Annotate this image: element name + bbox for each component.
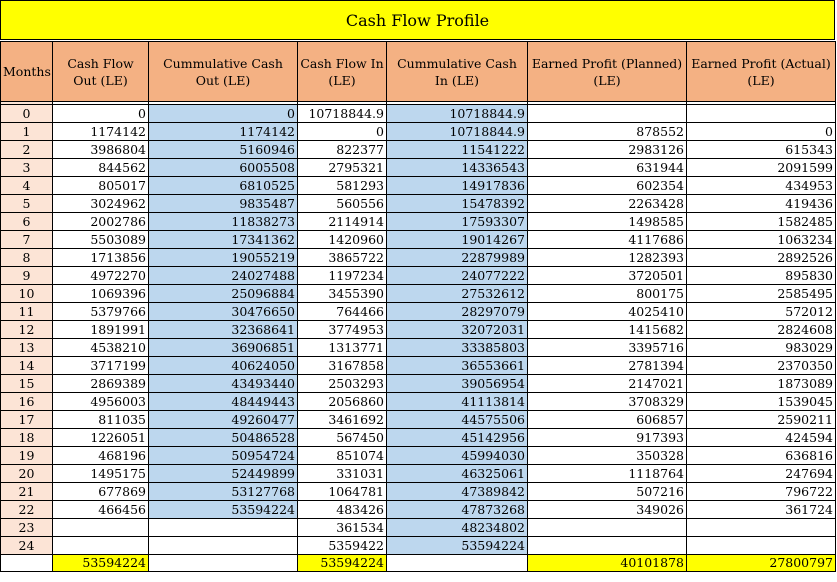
cell-cumulative-cash-in: 17593307 <box>387 213 528 231</box>
cell-cash-flow-in: 5359422 <box>298 537 387 555</box>
total-cash-flow-out: 53594224 <box>53 555 149 572</box>
cell-month: 2 <box>1 141 53 159</box>
sheet-title: Cash Flow Profile <box>0 0 835 40</box>
cell-cash-flow-out: 4972270 <box>53 267 149 285</box>
table-row <box>1 519 836 537</box>
cell-cash-flow-in: 2795321 <box>298 159 387 177</box>
header-cash-flow-in: Cash Flow In (LE) <box>298 42 387 102</box>
table-row <box>1 501 836 519</box>
cell-cumulative-cash-in: 32072031 <box>387 321 528 339</box>
cell-earned-profit-planned: 3395716 <box>528 339 687 357</box>
cell-earned-profit-actual: 1539045 <box>687 393 836 411</box>
cell-earned-profit-actual: 419436 <box>687 195 836 213</box>
cell-cash-flow-in: 3455390 <box>298 285 387 303</box>
cell-cash-flow-out: 811035 <box>53 411 149 429</box>
cell-month: 23 <box>1 519 53 537</box>
cell-cumulative-cash-in: 47389842 <box>387 483 528 501</box>
cell-earned-profit-planned: 800175 <box>528 285 687 303</box>
table-row <box>1 267 836 285</box>
table-row <box>1 537 836 555</box>
cell-cash-flow-out: 677869 <box>53 483 149 501</box>
cell-cash-flow-in: 581293 <box>298 177 387 195</box>
cell-cash-flow-in: 560556 <box>298 195 387 213</box>
cell-cash-flow-out: 468196 <box>53 447 149 465</box>
header-row <box>1 42 836 102</box>
cell-earned-profit-actual: 2091599 <box>687 159 836 177</box>
cell-earned-profit-actual: 424594 <box>687 429 836 447</box>
cell-month: 15 <box>1 375 53 393</box>
cell-earned-profit-actual: 1582485 <box>687 213 836 231</box>
cell-earned-profit-planned <box>528 537 687 555</box>
cell-cumulative-cash-in: 44575506 <box>387 411 528 429</box>
cell-cash-flow-in: 1313771 <box>298 339 387 357</box>
cell-cash-flow-in: 331031 <box>298 465 387 483</box>
cell-month: 17 <box>1 411 53 429</box>
cell-earned-profit-actual: 895830 <box>687 267 836 285</box>
cell-cash-flow-out: 1069396 <box>53 285 149 303</box>
cell-earned-profit-actual: 2892526 <box>687 249 836 267</box>
cell-month: 12 <box>1 321 53 339</box>
cell-earned-profit-actual: 2370350 <box>687 357 836 375</box>
cell-cumulative-cash-out: 24027488 <box>149 267 298 285</box>
table-row <box>1 321 836 339</box>
total-earned-profit-planned: 40101878 <box>528 555 687 572</box>
cell-cumulative-cash-in: 11541222 <box>387 141 528 159</box>
total-empty-cumulative-out <box>149 555 298 572</box>
cell-cash-flow-in: 822377 <box>298 141 387 159</box>
cell-cumulative-cash-out: 0 <box>149 105 298 123</box>
cell-earned-profit-actual: 615343 <box>687 141 836 159</box>
cell-cumulative-cash-out: 9835487 <box>149 195 298 213</box>
header-months: Months <box>1 42 53 102</box>
cell-cash-flow-in: 10718844.9 <box>298 105 387 123</box>
cell-month: 13 <box>1 339 53 357</box>
cell-earned-profit-planned: 350328 <box>528 447 687 465</box>
cell-earned-profit-planned: 878552 <box>528 123 687 141</box>
cell-cumulative-cash-in: 14917836 <box>387 177 528 195</box>
cell-cumulative-cash-out: 6810525 <box>149 177 298 195</box>
cell-cash-flow-out: 1226051 <box>53 429 149 447</box>
cell-month: 4 <box>1 177 53 195</box>
cell-cumulative-cash-out: 53127768 <box>149 483 298 501</box>
cell-cumulative-cash-out: 50954724 <box>149 447 298 465</box>
cash-flow-table <box>0 41 836 572</box>
cell-cumulative-cash-out: 40624050 <box>149 357 298 375</box>
cell-cash-flow-out: 2869389 <box>53 375 149 393</box>
cell-earned-profit-planned: 507216 <box>528 483 687 501</box>
cell-cumulative-cash-in: 22879989 <box>387 249 528 267</box>
cell-cumulative-cash-out: 52449899 <box>149 465 298 483</box>
header-cash-flow-out: Cash Flow Out (LE) <box>53 42 149 102</box>
cell-earned-profit-planned: 606857 <box>528 411 687 429</box>
cell-earned-profit-planned: 602354 <box>528 177 687 195</box>
total-earned-profit-actual: 27800797 <box>687 555 836 572</box>
cell-cash-flow-out: 466456 <box>53 501 149 519</box>
cell-month: 14 <box>1 357 53 375</box>
cell-month: 5 <box>1 195 53 213</box>
cell-earned-profit-planned: 1415682 <box>528 321 687 339</box>
cell-month: 19 <box>1 447 53 465</box>
cell-cumulative-cash-out <box>149 519 298 537</box>
cell-month: 21 <box>1 483 53 501</box>
table-row <box>1 105 836 123</box>
table-row <box>1 177 836 195</box>
cell-cumulative-cash-out: 32368641 <box>149 321 298 339</box>
cell-cash-flow-out: 1891991 <box>53 321 149 339</box>
cell-earned-profit-planned: 1118764 <box>528 465 687 483</box>
cell-cumulative-cash-in: 28297079 <box>387 303 528 321</box>
cell-earned-profit-actual: 2824608 <box>687 321 836 339</box>
cell-cash-flow-in: 3774953 <box>298 321 387 339</box>
cell-month: 9 <box>1 267 53 285</box>
cell-cumulative-cash-out <box>149 537 298 555</box>
cell-cumulative-cash-out: 50486528 <box>149 429 298 447</box>
cell-earned-profit-planned: 1498585 <box>528 213 687 231</box>
cell-earned-profit-planned: 4117686 <box>528 231 687 249</box>
cell-cash-flow-out: 3024962 <box>53 195 149 213</box>
cell-earned-profit-actual: 1873089 <box>687 375 836 393</box>
cell-cumulative-cash-out: 1174142 <box>149 123 298 141</box>
cell-cash-flow-out: 2002786 <box>53 213 149 231</box>
cell-cash-flow-out: 4956003 <box>53 393 149 411</box>
cell-cash-flow-in: 764466 <box>298 303 387 321</box>
table-row <box>1 375 836 393</box>
cell-month: 18 <box>1 429 53 447</box>
cell-cash-flow-in: 1420960 <box>298 231 387 249</box>
cell-cumulative-cash-in: 10718844.9 <box>387 123 528 141</box>
cell-month: 20 <box>1 465 53 483</box>
cell-cash-flow-out: 3717199 <box>53 357 149 375</box>
cell-month: 22 <box>1 501 53 519</box>
table-row <box>1 285 836 303</box>
cell-cash-flow-out: 3986804 <box>53 141 149 159</box>
cell-earned-profit-planned: 2147021 <box>528 375 687 393</box>
cell-earned-profit-planned <box>528 519 687 537</box>
cell-cumulative-cash-in: 24077222 <box>387 267 528 285</box>
cell-cumulative-cash-in: 45994030 <box>387 447 528 465</box>
cell-month: 10 <box>1 285 53 303</box>
cell-earned-profit-actual: 247694 <box>687 465 836 483</box>
cell-cumulative-cash-out: 19055219 <box>149 249 298 267</box>
cell-month: 1 <box>1 123 53 141</box>
cell-cumulative-cash-in: 33385803 <box>387 339 528 357</box>
cell-cumulative-cash-out: 11838273 <box>149 213 298 231</box>
cell-earned-profit-actual: 983029 <box>687 339 836 357</box>
cell-cumulative-cash-out: 30476650 <box>149 303 298 321</box>
cell-earned-profit-planned: 917393 <box>528 429 687 447</box>
cell-earned-profit-planned: 2263428 <box>528 195 687 213</box>
cell-earned-profit-actual: 1063234 <box>687 231 836 249</box>
cell-earned-profit-planned <box>528 105 687 123</box>
cell-cash-flow-out: 1713856 <box>53 249 149 267</box>
cell-cash-flow-out <box>53 519 149 537</box>
cell-cash-flow-out: 5379766 <box>53 303 149 321</box>
cell-earned-profit-actual: 636816 <box>687 447 836 465</box>
cell-cash-flow-in: 3865722 <box>298 249 387 267</box>
cell-earned-profit-actual: 796722 <box>687 483 836 501</box>
cell-cumulative-cash-out: 49260477 <box>149 411 298 429</box>
cell-cash-flow-out: 4538210 <box>53 339 149 357</box>
cell-month: 11 <box>1 303 53 321</box>
cell-cash-flow-in: 361534 <box>298 519 387 537</box>
cell-earned-profit-planned: 631944 <box>528 159 687 177</box>
table-row <box>1 465 836 483</box>
table-row <box>1 213 836 231</box>
cell-cumulative-cash-out: 53594224 <box>149 501 298 519</box>
table-row <box>1 339 836 357</box>
cell-earned-profit-actual <box>687 519 836 537</box>
table-row <box>1 483 836 501</box>
cell-month: 0 <box>1 105 53 123</box>
cell-earned-profit-planned: 3708329 <box>528 393 687 411</box>
table-row <box>1 231 836 249</box>
cell-cash-flow-in: 851074 <box>298 447 387 465</box>
table-row <box>1 159 836 177</box>
cell-cash-flow-in: 3461692 <box>298 411 387 429</box>
total-cash-flow-in: 53594224 <box>298 555 387 572</box>
table-row <box>1 393 836 411</box>
cell-month: 24 <box>1 537 53 555</box>
cell-month: 6 <box>1 213 53 231</box>
cell-earned-profit-actual: 2585495 <box>687 285 836 303</box>
totals-row <box>1 555 836 572</box>
table-row <box>1 141 836 159</box>
cell-cumulative-cash-in: 27532612 <box>387 285 528 303</box>
cell-month: 8 <box>1 249 53 267</box>
cell-cash-flow-out: 1495175 <box>53 465 149 483</box>
header-cumulative-cash-out: Cummulative Cash Out (LE) <box>149 42 298 102</box>
cell-cash-flow-out <box>53 537 149 555</box>
total-empty-cumulative-in <box>387 555 528 572</box>
cell-cumulative-cash-in: 45142956 <box>387 429 528 447</box>
cell-cumulative-cash-in: 39056954 <box>387 375 528 393</box>
cell-earned-profit-planned: 2781394 <box>528 357 687 375</box>
cell-cumulative-cash-in: 41113814 <box>387 393 528 411</box>
cell-cumulative-cash-out: 48449443 <box>149 393 298 411</box>
cell-earned-profit-actual: 434953 <box>687 177 836 195</box>
cell-cash-flow-in: 2056860 <box>298 393 387 411</box>
cell-earned-profit-actual: 361724 <box>687 501 836 519</box>
table-row <box>1 249 836 267</box>
cell-cash-flow-in: 2114914 <box>298 213 387 231</box>
cell-cumulative-cash-in: 15478392 <box>387 195 528 213</box>
cell-cumulative-cash-in: 14336543 <box>387 159 528 177</box>
cell-cumulative-cash-out: 25096884 <box>149 285 298 303</box>
cell-earned-profit-actual: 0 <box>687 123 836 141</box>
cell-cash-flow-out: 805017 <box>53 177 149 195</box>
cell-cash-flow-out: 844562 <box>53 159 149 177</box>
cell-cumulative-cash-out: 6005508 <box>149 159 298 177</box>
cell-cumulative-cash-in: 36553661 <box>387 357 528 375</box>
cell-cumulative-cash-in: 10718844.9 <box>387 105 528 123</box>
cell-cash-flow-in: 1064781 <box>298 483 387 501</box>
cell-cumulative-cash-in: 48234802 <box>387 519 528 537</box>
cell-month: 3 <box>1 159 53 177</box>
cell-cumulative-cash-in: 53594224 <box>387 537 528 555</box>
header-earned-profit-actual: Earned Profit (Actual) (LE) <box>687 42 836 102</box>
cell-cash-flow-in: 3167858 <box>298 357 387 375</box>
cell-earned-profit-planned: 349026 <box>528 501 687 519</box>
table-row <box>1 411 836 429</box>
cell-cumulative-cash-in: 47873268 <box>387 501 528 519</box>
cell-cumulative-cash-in: 19014267 <box>387 231 528 249</box>
cell-month: 16 <box>1 393 53 411</box>
cell-cumulative-cash-out: 17341362 <box>149 231 298 249</box>
cell-cumulative-cash-out: 36906851 <box>149 339 298 357</box>
cell-earned-profit-actual <box>687 537 836 555</box>
cell-earned-profit-planned: 3720501 <box>528 267 687 285</box>
table-row <box>1 123 836 141</box>
table-row <box>1 429 836 447</box>
header-cumulative-cash-in: Cummulative Cash In (LE) <box>387 42 528 102</box>
cell-cash-flow-in: 483426 <box>298 501 387 519</box>
cell-cash-flow-out: 0 <box>53 105 149 123</box>
total-empty-month <box>1 555 53 572</box>
table-row <box>1 303 836 321</box>
table-row <box>1 357 836 375</box>
cell-month: 7 <box>1 231 53 249</box>
cell-earned-profit-planned: 1282393 <box>528 249 687 267</box>
cell-earned-profit-actual: 2590211 <box>687 411 836 429</box>
cell-cash-flow-in: 0 <box>298 123 387 141</box>
cell-cumulative-cash-out: 5160946 <box>149 141 298 159</box>
table-row <box>1 447 836 465</box>
cell-cash-flow-out: 5503089 <box>53 231 149 249</box>
cell-cash-flow-out: 1174142 <box>53 123 149 141</box>
cell-cash-flow-in: 567450 <box>298 429 387 447</box>
cell-cash-flow-in: 1197234 <box>298 267 387 285</box>
table-row <box>1 195 836 213</box>
cell-earned-profit-planned: 4025410 <box>528 303 687 321</box>
cell-cash-flow-in: 2503293 <box>298 375 387 393</box>
cell-earned-profit-planned: 2983126 <box>528 141 687 159</box>
header-earned-profit-planned: Earned Profit (Planned) (LE) <box>528 42 687 102</box>
cell-earned-profit-actual <box>687 105 836 123</box>
cell-earned-profit-actual: 572012 <box>687 303 836 321</box>
cell-cumulative-cash-out: 43493440 <box>149 375 298 393</box>
cell-cumulative-cash-in: 46325061 <box>387 465 528 483</box>
